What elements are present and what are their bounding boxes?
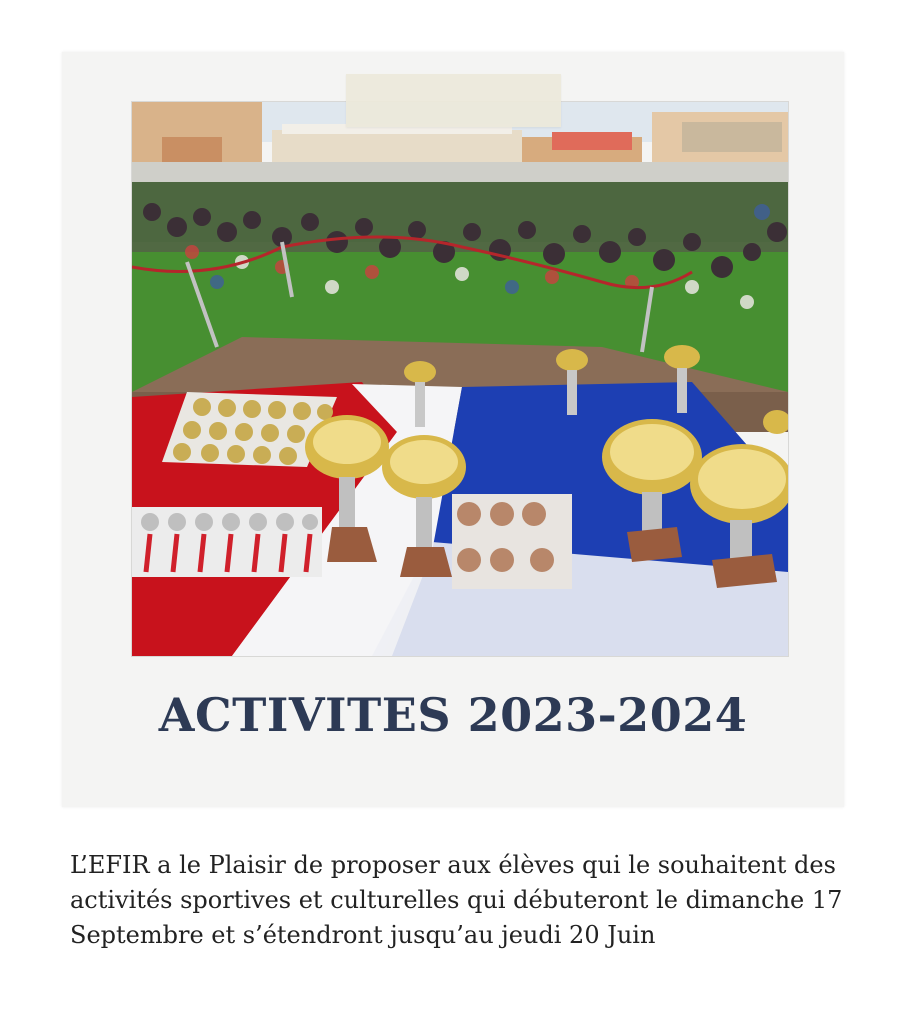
photo-illustration [132, 102, 788, 656]
medal-tray-ribbons [132, 507, 322, 577]
masking-tape [346, 74, 561, 127]
page-title: ACTIVITES 2023-2024 [158, 688, 748, 742]
description-text: L’EFIR a le Plaisir de proposer aux élèves qui le souhaitent des activités sportives et culturelles qui débuteront le dimanche 17 Septembre et s’étendront jusqu’au jeudi 20 Juin [70, 851, 843, 949]
event-photo [131, 101, 789, 657]
medal-tray-bronze [452, 494, 572, 589]
